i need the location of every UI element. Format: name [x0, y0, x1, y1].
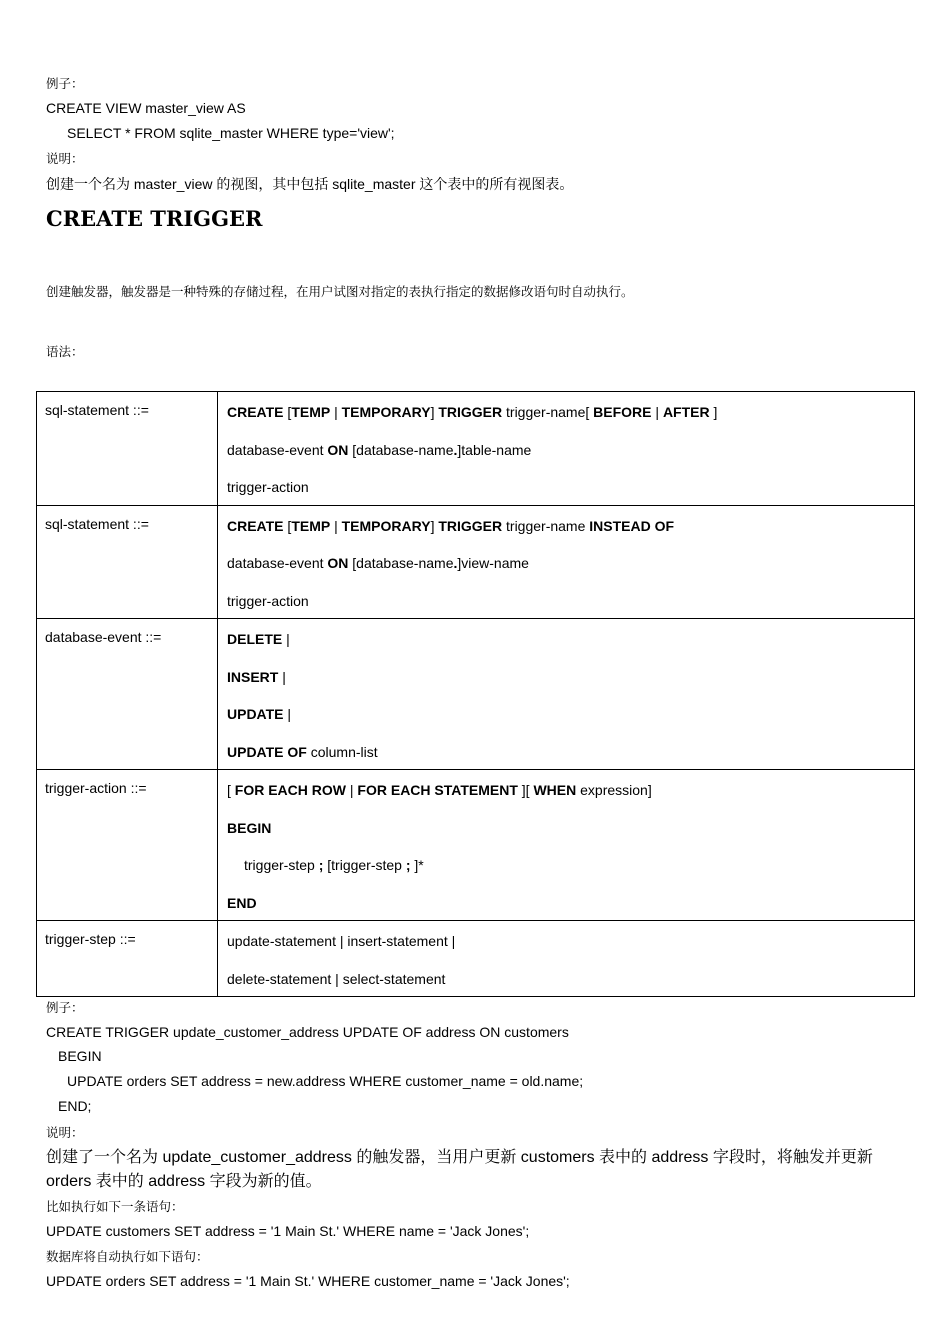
syntax-definition: [ FOR EACH ROW | FOR EACH STATEMENT ][ WHEN expression] BEGIN trigger-step ; [trigger-step ; ]* END — [218, 770, 915, 921]
code-line: END; — [58, 1098, 92, 1114]
syntax-term: sql-statement ::= — [37, 392, 218, 506]
syntax-term: trigger-action ::= — [37, 770, 218, 921]
example-label: 例子： — [46, 1000, 84, 1015]
syntax-row — [37, 921, 915, 997]
syntax-term: database-event ::= — [37, 619, 218, 770]
code-line: CREATE VIEW master_view AS — [46, 100, 246, 116]
code-line: UPDATE orders SET address = '1 Main St.' WHERE customer_name = 'Jack Jones'; — [46, 1273, 570, 1289]
syntax-row — [37, 770, 915, 921]
example-label: 例子： — [46, 76, 84, 91]
code-line: BEGIN — [58, 1048, 102, 1064]
syntax-table — [36, 391, 915, 997]
syntax-row — [37, 505, 915, 619]
code-line: CREATE TRIGGER update_customer_address UPDATE OF address ON customers — [46, 1024, 569, 1040]
syntax-definition: CREATE [TEMP | TEMPORARY] TRIGGER trigger-name INSTEAD OF database-event ON [database-name.]view-name trigger-action — [218, 505, 915, 619]
syntax-term: trigger-step ::= — [37, 921, 218, 997]
code-line: UPDATE orders SET address = new.address WHERE customer_name = old.name; — [67, 1073, 584, 1089]
section-heading: CREATE TRIGGER — [46, 206, 263, 231]
syntax-definition: CREATE [TEMP | TEMPORARY] TRIGGER trigger-name[ BEFORE | AFTER ] database-event ON [database-name.]table-name trigger-action — [218, 392, 915, 506]
syntax-definition: DELETE | INSERT | UPDATE | UPDATE OF column-list — [218, 619, 915, 770]
syntax-row — [37, 619, 915, 770]
note-label: 说明： — [46, 151, 84, 166]
code-line: UPDATE customers SET address = '1 Main St.' WHERE name = 'Jack Jones'; — [46, 1223, 530, 1239]
note-text: 创建了一个名为 update_customer_address 的触发器，当用户更新 customers 表中的 address 字段时，将触发并更新 orders 表中的 address 字段为新的值。 — [46, 1149, 873, 1190]
exec-label: 比如执行如下一条语句： — [46, 1199, 184, 1214]
syntax-definition: update-statement | insert-statement | delete-statement | select-statement — [218, 921, 915, 997]
syntax-label: 语法： — [46, 344, 84, 359]
note-text: 创建一个名为 master_view 的视图，其中包括 sqlite_master 这个表中的所有视图表。 — [46, 176, 574, 192]
auto-label: 数据库将自动执行如下语句： — [46, 1249, 209, 1264]
syntax-term: sql-statement ::= — [37, 505, 218, 619]
syntax-row — [37, 392, 915, 506]
intro-text: 创建触发器，触发器是一种特殊的存储过程，在用户试图对指定的表执行指定的数据修改语句时自动执行。 — [46, 284, 634, 299]
code-line: SELECT * FROM sqlite_master WHERE type='view'; — [67, 125, 395, 141]
note-label: 说明： — [46, 1125, 84, 1140]
